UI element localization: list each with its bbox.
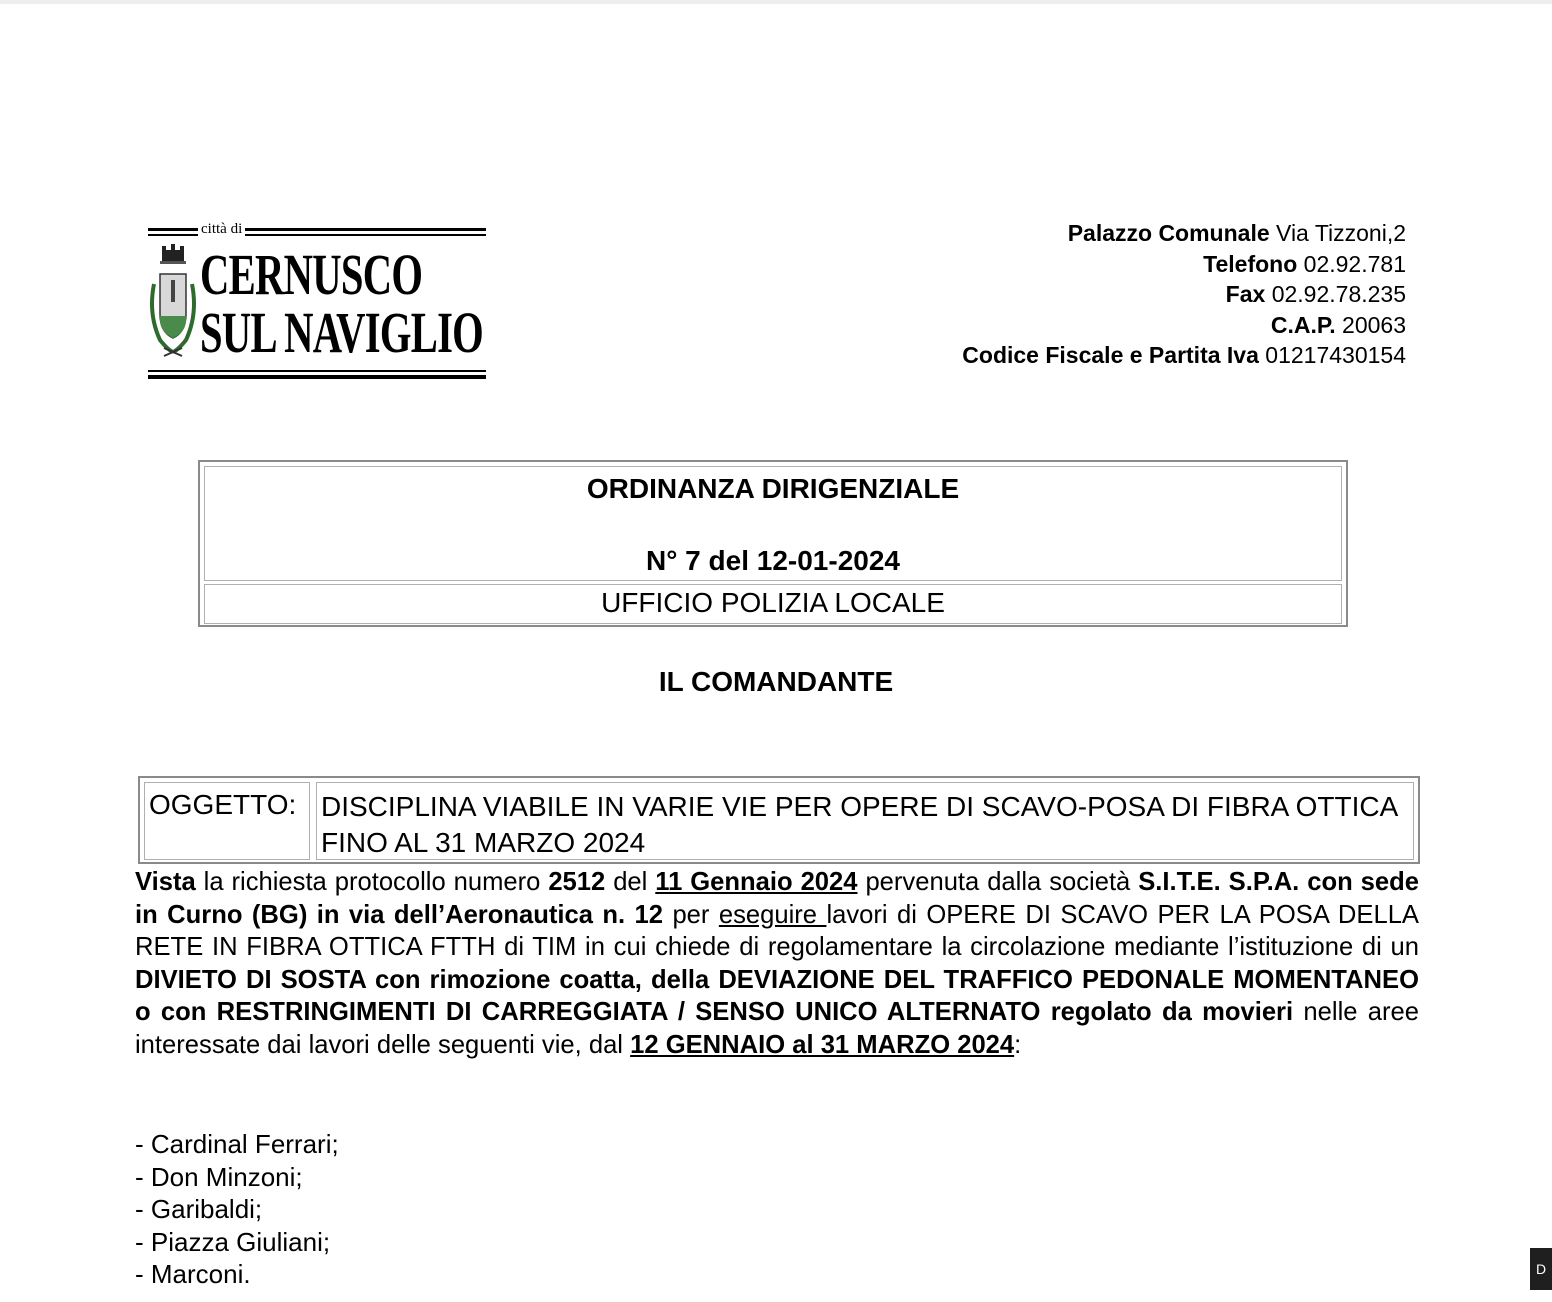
corner-badge-button[interactable]: D: [1530, 1248, 1552, 1290]
address-line: Palazzo Comunale Via Tizzoni,2: [1067, 220, 1406, 246]
list-item: - Garibaldi;: [135, 1194, 263, 1225]
subject-label-cell: [144, 782, 310, 860]
body-paragraph: Vista la richiesta protocollo numero 2512 del 11 Gennaio 2024 pervenuta dalla società S.I.T.E. S.P.A. con sede in Curno (BG) in via dell’Aeronautica n. 12 per eseguire lavori di OPERE DI SCAVO PER LA POSA DELLA RETE IN FIBRA OTTICA FTTH di TIM in cui chiede di regolamentare la circolazione mediante l’istituzione di un DIVIETO DI SOSTA con rimozione coatta, della DEVIAZIONE DEL TRAFFICO PEDONALE MOMENTANEO o con RESTRINGIMENTI DI CARREGGIATA / SENSO UNICO ALTERNATO regolato da movieri nelle aree interessate dai lavori delle seguenti vie, dal 12 GENNAIO al 31 MARZO 2024:: [135, 868, 1419, 1059]
office-name: UFFICIO POLIZIA LOCALE: [601, 587, 945, 618]
address-line: Fax 02.92.78.235: [1225, 281, 1406, 307]
list-item: - Don Minzoni;: [135, 1161, 303, 1192]
subject-box: [138, 776, 1420, 864]
ordinance-number: N° 7 del 12-01-2024: [645, 545, 900, 576]
street-list: [135, 1128, 339, 1291]
office-cell: [204, 584, 1342, 624]
logo-city-name-line2: SUL NAVIGLIO: [200, 300, 484, 365]
coat-of-arms-icon: [148, 244, 198, 364]
subject-text-cell: [316, 782, 1414, 860]
list-item: - Marconi.: [135, 1259, 251, 1290]
subject-label: OGGETTO:: [149, 789, 297, 820]
ordinance-title-cell: [204, 466, 1342, 581]
list-item: - Cardinal Ferrari;: [135, 1129, 339, 1159]
logo-city-name-line1: CERNUSCO: [200, 242, 423, 307]
address-line: C.A.P. 20063: [1270, 311, 1406, 338]
logo-top-label: città di: [198, 222, 245, 236]
list-item: - Piazza Giuliani;: [135, 1226, 331, 1257]
subject-text: DISCIPLINA VIABILE IN VARIE VIE PER OPERE DI SCAVO-POSA DI FIBRA OTTICA FINO AL 31 MARZO 2024: [321, 791, 1397, 858]
ordinance-title-box: [198, 460, 1348, 627]
address-line: Telefono 02.92.781: [1203, 250, 1406, 277]
top-edge-bar: [0, 0, 1552, 4]
address-line: Codice Fiscale e Partita Iva 01217430154: [962, 342, 1406, 368]
ordinance-title: ORDINANZA DIRIGENZIALE: [586, 473, 960, 504]
municipal-address: [962, 218, 1406, 371]
city-logo: [148, 222, 486, 380]
commander-heading: IL COMANDANTE: [658, 666, 894, 697]
